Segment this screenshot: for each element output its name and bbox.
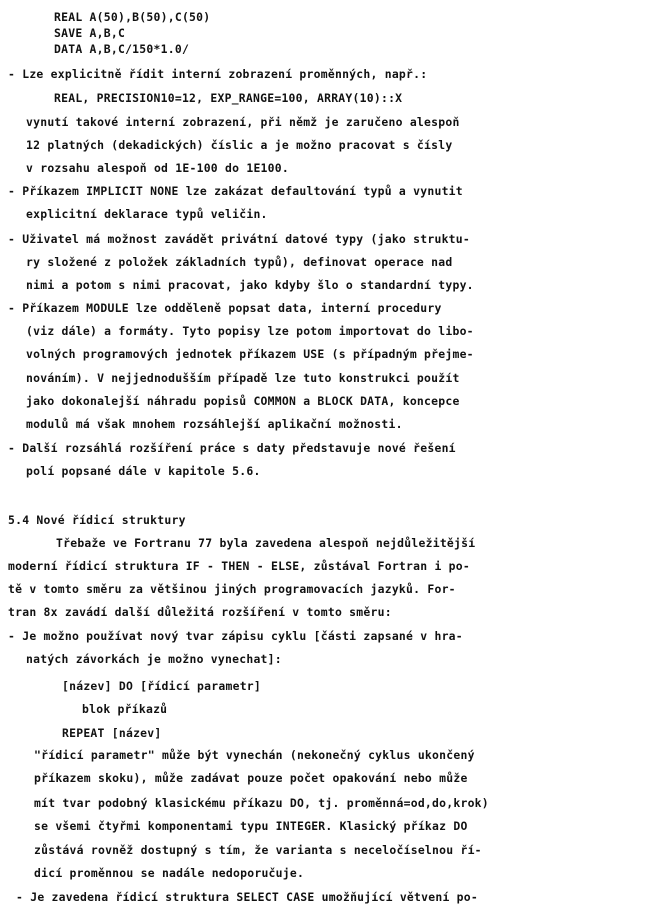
text-line: mít tvar podobný klasickému příkazu DO, tj. proměnná=od,do,krok): [34, 796, 489, 810]
code-line: REAL A(50),B(50),C(50): [54, 10, 211, 24]
text-line: tě v tomto směru za většinou jiných programovacích jazyků. For-: [8, 582, 456, 596]
text-line: nimi a potom s nimi pracovat, jako kdyby šlo o standardní typy.: [26, 278, 474, 292]
text-line: - Je zavedena řídicí struktura SELECT CASE umožňující větvení po-: [16, 890, 479, 904]
text-line: natých závorkách je možno vynechat]:: [26, 652, 282, 666]
text-line: ry složené z položek základních typů), definovat operace nad: [26, 255, 453, 269]
code-line: blok příkazů: [82, 702, 168, 716]
code-line: [název] DO [řídicí parametr]: [62, 679, 262, 693]
text-line: zůstává rovněž dostupný s tím, že varianta s neceločíselnou ří-: [34, 843, 482, 857]
text-line: se všemi čtyřmi komponentami typu INTEGER. Klasický příkaz DO: [34, 819, 468, 833]
code-line: REPEAT [název]: [62, 726, 162, 740]
text-line: "řídicí parametr" může být vynechán (nekonečný cyklus ukončený: [34, 748, 475, 762]
text-line: (viz dále) a formáty. Tyto popisy lze potom importovat do libo-: [26, 324, 474, 338]
text-line: Třebaže ve Fortranu 77 byla zavedena alespoň nejdůležitější: [56, 536, 476, 550]
text-line: nováním). V nejjednodušším případě lze tuto konstrukci použít: [26, 371, 460, 385]
text-line: vynutí takové interní zobrazení, při němž je zaručeno alespoň: [26, 115, 460, 129]
text-line: tran 8x zavádí další důležitá rozšíření v tomto směru:: [8, 605, 392, 619]
text-line: - Příkazem IMPLICIT NONE lze zakázat defaultování typů a vynutit: [8, 184, 463, 198]
text-line: - Příkazem MODULE lze odděleně popsat data, interní procedury: [8, 301, 442, 315]
text-line: dicí proměnnou se nadále nedoporučuje.: [34, 866, 305, 880]
text-line: modulů má však mnohem rozsáhlejší aplikační možnosti.: [26, 417, 403, 431]
text-line: 12 platných (dekadických) číslic a je možno pracovat s čísly: [26, 138, 453, 152]
text-line: polí popsané dále v kapitole 5.6.: [26, 464, 261, 478]
section-heading: 5.4 Nové řídicí struktury: [8, 513, 186, 527]
text-line: v rozsahu alespoň od 1E-100 do 1E100.: [26, 161, 289, 175]
text-line: - Uživatel má možnost zavádět privátní datové typy (jako struktu-: [8, 232, 471, 246]
text-line: moderní řídicí struktura IF - THEN - ELSE, zůstával Fortran i po-: [8, 559, 471, 573]
code-line: SAVE A,B,C: [54, 26, 126, 40]
text-line: volných programových jednotek příkazem USE (s případným přejme-: [26, 347, 474, 361]
text-line: jako dokonalejší náhradu popisů COMMON a BLOCK DATA, koncepce: [26, 394, 460, 408]
text-line: - Lze explicitně řídit interní zobrazení proměnných, např.:: [8, 67, 428, 81]
text-line: příkazem skoku), může zadávat pouze počet opakování nebo může: [34, 771, 468, 785]
code-line: DATA A,B,C/150*1.0/: [54, 42, 190, 56]
text-line: - Další rozsáhlá rozšíření práce s daty představuje nové řešení: [8, 441, 456, 455]
text-line: - Je možno používat nový tvar zápisu cyklu [části zapsané v hra-: [8, 629, 463, 643]
code-line: REAL, PRECISION10=12, EXP_RANGE=100, ARRAY(10)::X: [54, 91, 403, 105]
text-line: explicitní deklarace typů veličin.: [26, 207, 268, 221]
